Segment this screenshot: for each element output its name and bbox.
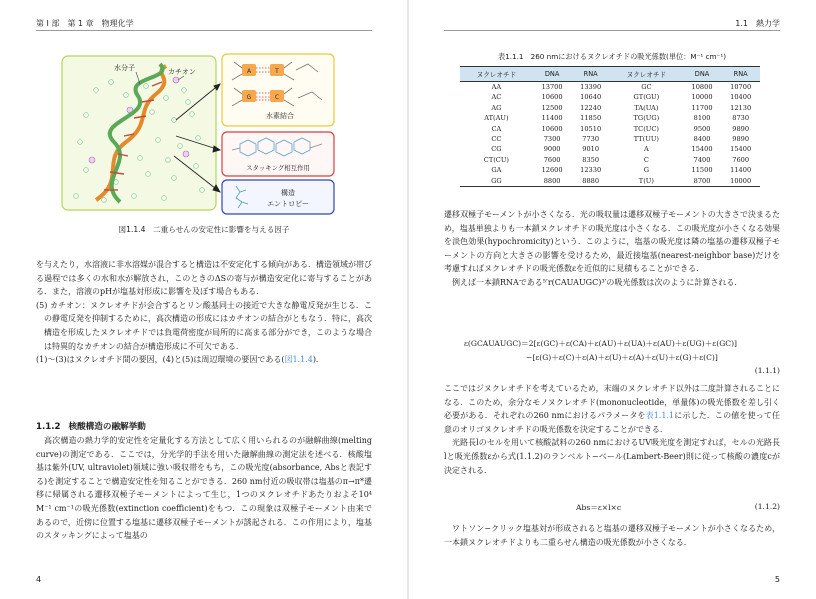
table-row [460, 134, 760, 144]
table-row [460, 155, 760, 165]
table-cell: 11400 [541, 114, 563, 123]
label-entropy: エントロピー [267, 200, 309, 208]
svg-text:A: A [246, 68, 252, 75]
table-header-row [460, 67, 760, 82]
table-row [460, 92, 760, 102]
extinction-table [460, 66, 760, 187]
svg-text:G: G [246, 94, 252, 101]
table-cell: GG [460, 176, 533, 187]
para-2: 例えば一本鎖RNAである⁵′r(CAUAUGC)³′の吸光係数は次のように計算される． [452, 277, 743, 287]
table-cell: 12330 [580, 166, 602, 175]
table-cell: 8400 [693, 135, 711, 144]
figure-double-helix [56, 50, 352, 218]
table-cell: 10510 [580, 124, 602, 133]
header-rule-right [444, 30, 780, 31]
body-right-mid [444, 382, 780, 477]
equation-1-line-1: ε(GCAUAUGC)＝2[ε(GC)＋ε(CA)＋ε(AU)＋ε(UA)＋ε(AU)＋ε(UG)＋ε(GC)] [464, 339, 738, 348]
table-cell: AT(AU) [484, 114, 509, 123]
label-stacking: スタッキング相互作用 [246, 164, 310, 172]
table-cell: 11400 [730, 166, 752, 175]
table-row [460, 103, 760, 113]
table-cell: T(U) [610, 176, 683, 187]
page-number-right: 5 [774, 575, 780, 584]
table-cell: 10700 [730, 83, 752, 91]
right-page [408, 0, 816, 599]
col-header: RNA [721, 67, 760, 82]
table-cell: CT(CU) [483, 155, 509, 164]
equation-1-line-2: −[ε(G)＋ε(C)＋ε(A)＋ε(U)＋ε(A)＋ε(U)＋ε(G)＋ε(C)] [526, 353, 718, 362]
table-cell: 9000 [543, 145, 561, 154]
table-cell: TC(UC) [633, 124, 659, 133]
para-5: ワトソン−クリック塩基対が形成されると塩基の遷移双極子モーメントが小さくなるため，一本鎖ヌクレオチドよりも二重らせん構造の吸光係数が小さくなる． [444, 524, 780, 547]
table-cell: 7730 [582, 135, 600, 144]
table-row [460, 113, 760, 123]
table-cell: 13390 [580, 83, 602, 91]
entropy-panel [222, 180, 334, 214]
table-row [460, 176, 760, 187]
table-cell: 9010 [582, 145, 600, 154]
table-cell: 7600 [732, 155, 750, 164]
table-row [460, 165, 760, 175]
table-cell: 8100 [693, 114, 711, 123]
svg-text:T: T [275, 68, 279, 75]
para-top: を与えたり，水溶液に非水溶媒が混合すると構造は不安定化する傾向がある．構造領域が帯びる過程では多くの水和水が解放され，このときのΔSの寄与が構造安定化に寄与することがある．また，溶液のpHが塩基対形成に影響を及ぼす場合もある． [36, 260, 372, 297]
table-cell: CG [491, 145, 502, 154]
table-cell: G [643, 166, 649, 175]
table-cell: 9500 [693, 124, 711, 133]
table-cell: 10600 [541, 93, 563, 102]
col-header: ヌクレオチド [610, 67, 683, 82]
equation-1-number: (1.1.1) [754, 366, 780, 375]
body-para-bottom: 高次構造の熱力学的安定性を定量化する方法として広く用いられるのが融解曲線(melting curve)の測定である．ここでは，分光学的手法を用いた融解曲線の測定法を述べる．核酸塩基は紫外(UV, ultraviolet)領域に強い吸収帯をもち，この吸光度(absorbance, Absと表記する)を測定することで構造安定性を知ることができる．260 nm付近の吸収帯は塩基のπ→π*遷移に帰属される遷移双極子モーメントによって生じ，1つのヌクレオチドあたりおよそ10⁴ M⁻¹ cm⁻¹の吸光係数(extinction coefficient)をもつ．この現象は双極子モーメント由来であるので，近傍に位置する塩基に遷移双極子モーメントが誘起される．この作用により，塩基のスタッキングによって塩基の [36, 436, 372, 541]
col-header: DNA [533, 67, 572, 82]
page-number-left: 4 [36, 575, 42, 584]
table-cell: CA [491, 124, 502, 133]
table-cell: TG(UG) [633, 114, 660, 123]
table-cell: AA [491, 83, 502, 91]
label-water: 水分子 [114, 64, 135, 72]
table-cell: CC [491, 135, 502, 144]
table-cell: 11500 [691, 166, 713, 175]
table-cell: C [643, 155, 649, 164]
table-row [460, 144, 760, 154]
table-cell: AC [491, 93, 502, 102]
table-cell: 12600 [541, 166, 563, 175]
table-cell: 15400 [691, 145, 713, 154]
para-1: 遷移双極子モーメントが小さくなる．光の吸収量は遷移双極子モーメントの大きさで決まるため，塩基単独よりも一本鎖ヌクレオチドの吸光度は小さくなる．この吸光度が小さくなる効果を淡色効果(hypochromicity)という．このように，塩基の吸光度は隣の塩基の遷移双極子モーメントの方向と大きさの影響を受けるため，最近接塩基(nearest-neighbor base)だけを考慮すればヌクレオチドの吸光係数εを近似的に見積もることができる． [444, 210, 780, 274]
table-row [460, 124, 760, 134]
table-cell: 10000 [721, 176, 760, 187]
table-cell: 12240 [580, 103, 602, 112]
svg-text:C: C [274, 94, 280, 101]
table-cell: 7400 [693, 155, 711, 164]
para-4: 光路長lのセルを用いて核酸試料の260 nmにおけるUV吸光度を測定すれば，セルの光路長lと吸光係数εから式(1.1.2)のランベルト−ベール(Lambert-Beer)則に従って核酸の濃度cが決定される． [444, 438, 780, 475]
item-5: (5) カチオン：ヌクレオチドが会合するとリン酸基同士の接近で大きな静電反発が生じる．この静電反発を抑制するために，高次構造の形成にはカチオンの結合がともなう．特に，高次構造を形成したヌクレオチドでは負電荷密度が局所的に高まる部分ができ，このような場合は特異的なカチオンの結合が構造形成に不可欠である． [36, 300, 372, 351]
table-cell: 8730 [732, 114, 750, 123]
table-cell: 12130 [730, 103, 752, 112]
table-cell: 7600 [543, 155, 561, 164]
table-cell: 8880 [571, 176, 610, 187]
table-row [460, 82, 760, 93]
table-caption: 表1.1.1 260 nmにおけるヌクレオチドの吸光係数(単位：M⁻¹ cm⁻¹) [498, 52, 726, 61]
label-structure: 構造 [281, 189, 295, 197]
col-header: DNA [683, 67, 722, 82]
summary-line: (1)～(3)はヌクレオチド間の要因，(4)と(5)は周辺環境の要因である(図1.1.4)． [36, 355, 324, 365]
table-cell: 11700 [691, 103, 713, 112]
table-cell: 11850 [580, 114, 602, 123]
helix-panel [62, 56, 216, 210]
table-cell: GT(GU) [633, 93, 660, 102]
table-cell: GC [641, 83, 652, 91]
table-cell: 8800 [533, 176, 572, 187]
table-cell: 10000 [691, 93, 713, 102]
header-rule-left [36, 30, 372, 31]
table-cell: GA [491, 166, 502, 175]
table-body [460, 82, 760, 187]
section-heading [36, 420, 146, 432]
running-head-right: 1.1 熱力学 [735, 19, 780, 28]
table-cell: 15400 [730, 145, 752, 154]
table-cell: 9890 [732, 135, 750, 144]
table-cell: 8700 [683, 176, 722, 187]
running-head-left: 第 I 部 第 1 章 物理化学 [36, 19, 134, 28]
table-cell: 9890 [732, 124, 750, 133]
table-link[interactable]: 表1.1.1 [645, 411, 675, 421]
col-header: RNA [571, 67, 610, 82]
para-3: ここではジヌクレオチドを考えているため，末端のヌクレオチド以外は二度計算されることになる．このため，余分なモノヌクレオチド(mononucleotide，単量体)の吸光係数を差し引く必要がある．それぞれの260 nmにおけるパラメータを表1.1.1に示した．この値を使って任意のオリゴヌクレオチドの吸光係数を決定することができる． [444, 384, 780, 434]
label-hbond: 水素結合 [266, 112, 294, 120]
label-cation: カチオン [168, 68, 196, 76]
col-header: ヌクレオチド [460, 67, 533, 82]
figure-caption: 図1.1.4 二重らせんの安定性に影響を与える因子 [118, 225, 290, 234]
body-right-top [444, 208, 780, 290]
table-cell: 12500 [541, 103, 563, 112]
equation-2-number: (1.1.2) [754, 502, 780, 511]
table-cell: 8350 [582, 155, 600, 164]
table-cell: A [643, 145, 649, 154]
figure-link[interactable]: 図1.1.4 [284, 355, 313, 365]
figure-illustration [56, 50, 352, 218]
equation-2: Abs＝ε×l×c [576, 503, 622, 512]
table-cell: 13700 [541, 83, 563, 91]
table-cell: 7300 [543, 135, 561, 144]
table-cell: TT(UU) [633, 135, 659, 144]
table-cell: AG [491, 103, 502, 112]
table-cell: 10800 [691, 83, 713, 91]
body-para-top [36, 258, 372, 367]
section-title: 核酸構造の融解挙動 [68, 422, 146, 432]
table-cell: 10400 [730, 93, 752, 102]
section-number: 1.1.2 [36, 422, 61, 432]
table-cell: 10600 [541, 124, 563, 133]
table-cell: 10640 [580, 93, 602, 102]
table-cell: TA(UA) [634, 103, 659, 112]
